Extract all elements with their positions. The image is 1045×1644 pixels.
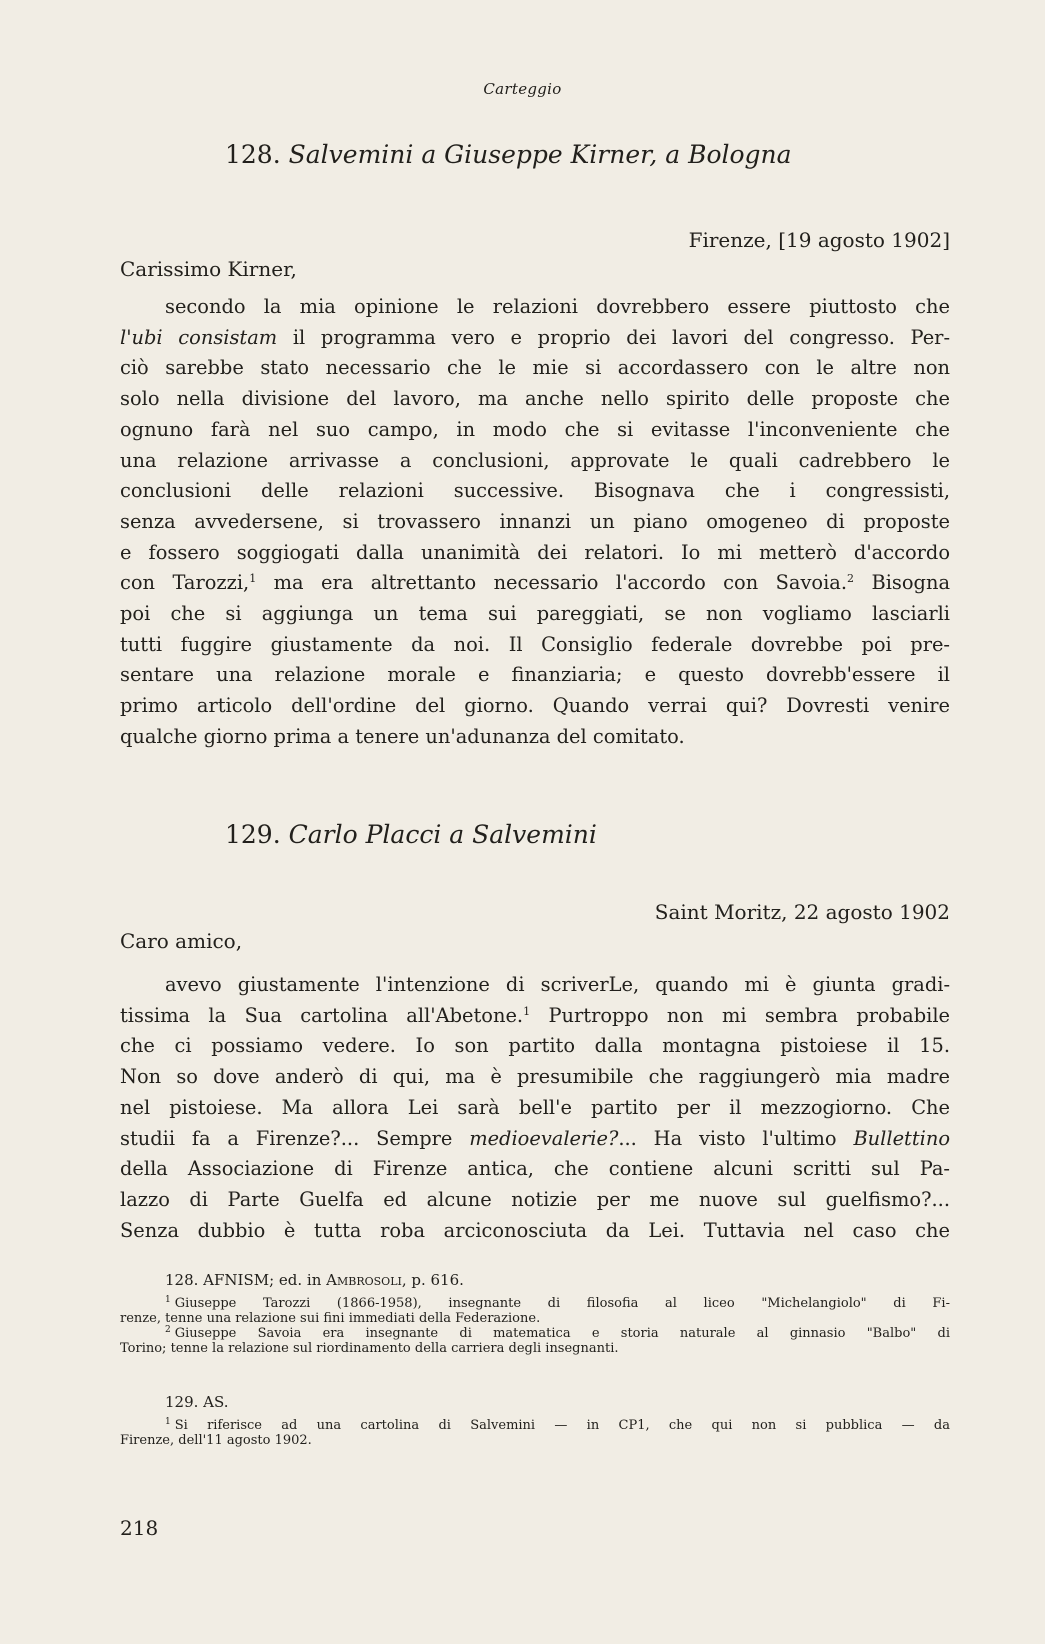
footnote: $^1$ Si riferisce ad una cartolina di Salvemini — in CP1, che qui non si pubblica — da Firenze, dell'11 agosto 1902. xyxy=(120,1417,950,1448)
page-number: 218 xyxy=(120,1516,159,1540)
body-line: secondo la mia opinione le relazioni dovrebbero essere piuttosto che xyxy=(165,295,950,318)
footnotes-128 xyxy=(120,1270,950,1356)
footnote-mark: 1 xyxy=(165,1417,171,1427)
letter-129-salutation: Caro amico, xyxy=(120,929,243,953)
body-line: Non so dove anderò di qui, ma è presumibile che raggiungerò mia madre xyxy=(120,1065,950,1089)
body-line: sentare una relazione morale e finanziaria; e questo dovrebb'essere il xyxy=(120,663,950,687)
letter-heading: Salvemini a Giuseppe Kirner, a Bologna xyxy=(288,140,792,169)
footnote: $^1$ Giuseppe Tarozzi (1866-1958), insegnante di filosofia al liceo "Michelangiolo" di Fi- renze, tenne una relazione sui fini immediati della Federazione. xyxy=(120,1295,950,1326)
italic-word: medioevalerie? xyxy=(469,1126,619,1150)
italic-title: Bullettino xyxy=(853,1126,951,1150)
body-line: primo articolo dell'ordine del giorno. Quando verrai qui? Dovresti venire xyxy=(120,694,950,718)
body-line: tutti fuggire giustamente da noi. Il Consiglio federale dovrebbe poi pre- xyxy=(120,632,950,656)
letter-number: 129. xyxy=(225,820,281,849)
body-line: conclusioni delle relazioni successive. Bisognava che i congressisti, xyxy=(120,479,950,503)
letter-heading: Carlo Placci a Salvemini xyxy=(288,820,597,849)
footnote-mark: 2 xyxy=(165,1325,171,1335)
footnote-mark: 1 xyxy=(165,1295,171,1305)
body-line: della Associazione di Firenze antica, che contiene alcuni scritti sul Pa- xyxy=(120,1157,950,1181)
letter-129-title xyxy=(225,820,597,850)
body-line: ciò sarebbe stato necessario che le mie si accordassero con le altre non xyxy=(120,356,950,380)
body-line: ognuno farà nel suo campo, in modo che si evitasse l'inconveniente che xyxy=(120,417,950,441)
running-head: Carteggio xyxy=(483,80,562,98)
body-line: e fossero soggiogati dalla unanimità dei relatori. Io mi metterò d'accordo xyxy=(120,540,950,564)
body-line: Senza dubbio è tutta roba arciconosciuta da Lei. Tuttavia nel caso che xyxy=(120,1218,950,1242)
body-line: poi che si aggiunga un tema sui pareggiati, se non vogliamo lasciarli xyxy=(120,602,950,626)
footnote-ref[interactable]: 1 xyxy=(523,1004,531,1018)
body-line: tissima la Sua cartolina all'Abetone.$^1$ Purtroppo non mi sembra probabile xyxy=(120,1003,950,1027)
body-line: senza avvedersene, si trovassero innanzi un piano omogeneo di proposte xyxy=(120,509,950,533)
footnote-ref[interactable]: 2 xyxy=(847,572,855,586)
body-line: lazzo di Parte Guelfa ed alcune notizie per me nuove sul guelfismo?... xyxy=(120,1187,950,1211)
footnote-source: 129. AS. xyxy=(165,1393,229,1411)
body-line: avevo giustamente l'intenzione di scriverLe, quando mi è giunta gradi- xyxy=(165,973,950,996)
letter-number: 128. xyxy=(225,140,281,169)
letter-129-body xyxy=(120,970,950,1246)
letter-128-salutation: Carissimo Kirner, xyxy=(120,257,297,281)
footnote-source: 128. AFNISM; ed. in Ambrosoli, p. 616. xyxy=(165,1271,464,1289)
latin-phrase: l'ubi consistam xyxy=(120,325,278,349)
footnote-ref[interactable]: 1 xyxy=(249,572,257,586)
letter-128-body xyxy=(120,292,950,753)
body-line: solo nella divisione del lavoro, ma anche nello spirito delle proposte che xyxy=(120,387,950,411)
body-line: una relazione arrivasse a conclusioni, approvate le quali cadrebbero le xyxy=(120,448,950,472)
body-line: qualche giorno prima a tenere un'adunanza del comitato. xyxy=(120,724,685,748)
body-line: che ci possiamo vedere. Io son partito dalla montagna pistoiese il 15. xyxy=(120,1034,950,1058)
body-line: l'ubi consistam il programma vero e proprio dei lavori del congresso. Per- xyxy=(120,325,950,349)
footnotes-129 xyxy=(120,1392,950,1448)
footnote: $^2$ Giuseppe Savoia era insegnante di matematica e storia naturale al ginnasio "Balbo" di Torino; tenne la relazione sul riordinamento della carriera degli insegnanti. xyxy=(120,1325,950,1356)
body-line: studii fa a Firenze?... Sempre medioevalerie?... Ha visto l'ultimo Bullettino xyxy=(120,1126,951,1150)
letter-128-place-date: Firenze, [19 agosto 1902] xyxy=(688,228,950,252)
letter-129-place-date: Saint Moritz, 22 agosto 1902 xyxy=(654,900,950,924)
body-line: nel pistoiese. Ma allora Lei sarà bell'e partito per il mezzogiorno. Che xyxy=(120,1095,950,1119)
letter-128-title xyxy=(225,140,792,170)
body-line: con Tarozzi,$^1$ ma era altrettanto necessario l'accordo con Savoia.$^2$ Bisogna xyxy=(120,571,951,595)
